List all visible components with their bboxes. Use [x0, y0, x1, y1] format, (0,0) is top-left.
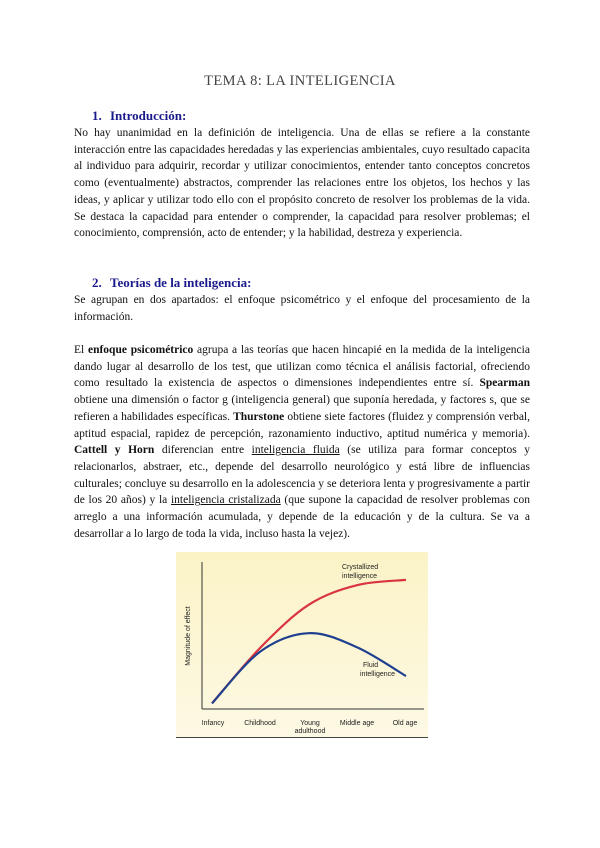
section-1-paragraph: No hay unanimidad en la definición de inteligencia. Una de ellas se refiere a la constante interacción entre las capacidades heredadas y las experiencias ambientales, cuyo resultado capacita al individuo para adquirir, recordar y utilizar conocimientos, entender tanto conceptos concretos como (eventualmente) abstractos, comprender las relaciones entre los objetos, los hechos y las ideas, y aplicar y utilizar todo ello con el propósito concreto de resolver los problemas de la vida. Se destaca la capacidad para entender o comprender, la capacidad para resolver problemas; el conocimiento, comprensión, acto de entender; y la habilidad, destreza y experiencia.: [74, 127, 530, 240]
y-axis-label: Magnitude of effect: [185, 606, 192, 666]
x-tick-infancy: Infancy: [201, 720, 225, 727]
figure-bottom-rule: [176, 737, 428, 738]
x-tick-old-age: Old age: [392, 720, 418, 727]
section-2-heading: [92, 275, 251, 291]
legend-fluid-line1: Fluid: [363, 662, 379, 669]
legend-crystallized-line1: Crystallized: [342, 564, 379, 571]
section-2-title: Teorías de la inteligencia:: [110, 275, 252, 290]
text-run: agrupa a las teorías que hacen hincapié en la medida de la inteligencia dando lugar al desarrollo de los test, que utilizan como técnica el análisis factorial, ofreciendo como resultado la existencia de aspectos o dimensiones independientes entre sí.: [74, 344, 530, 390]
section-2-number: 2.: [92, 275, 102, 290]
section-1-number: 1.: [92, 108, 102, 123]
term-crystallized-intelligence: inteligencia cristalizada: [170, 494, 281, 507]
text-run: diferencian entre: [154, 444, 252, 457]
term-spearman: Spearman: [479, 377, 530, 390]
text-run: El: [74, 344, 88, 356]
section-1-title: Introducción:: [110, 108, 187, 123]
text-run: (se utiliza para formar conceptos y relacionarlos, abstraer, etc., depende del desarrollo neurológico y está libre de influencias culturales; concluye su desarrollo en la adolescencia y se deteriora lenta y progresivamente a partir de los 20 años) y la: [74, 444, 531, 507]
term-cattell-horn: Cattell y Horn: [74, 444, 155, 457]
text-run: obtiene una dimensión o factor g (inteligencia general) que suponía heredada, y factores s, que se refieren a habilidades específicas.: [74, 394, 530, 423]
text-run: (que supone la capacidad de resolver problemas con arreglo a una información acumulada, y depende de la educación y de la cultura. Se va a desarrollar a lo largo de toda la vida, incluso hasta la vejez).: [74, 494, 531, 540]
x-tick-middle-age: Middle age: [339, 720, 375, 727]
legend-fluid-line2: intelligence: [360, 671, 396, 678]
chart-svg: [176, 552, 428, 738]
legend-crystallized-line2: intelligence: [342, 573, 378, 580]
x-tick-childhood: Childhood: [244, 720, 276, 727]
x-tick-adulthood: adulthood: [294, 728, 326, 735]
text-run: obtiene siete factores (fluidez y comprensión verbal, aptitud espacial, rapidez de percepción, razonamiento inductivo, aptitud numérica y memoria).: [74, 410, 530, 440]
term-psychometric: enfoque psicométrico: [87, 344, 194, 356]
page-title: TEMA 8: LA INTELIGENCIA: [204, 73, 396, 89]
section-1-heading: [92, 108, 186, 124]
intelligence-chart: [176, 552, 428, 738]
section-2-intro: Se agrupan en dos apartados: el enfoque psicométrico y el enfoque del procesamiento de la información.: [74, 294, 530, 323]
term-fluid-intelligence: inteligencia fluida: [251, 444, 340, 457]
psychometric-paragraph: [74, 342, 530, 542]
x-tick-young: Young: [300, 720, 320, 727]
term-thurstone: Thurstone: [233, 410, 285, 423]
